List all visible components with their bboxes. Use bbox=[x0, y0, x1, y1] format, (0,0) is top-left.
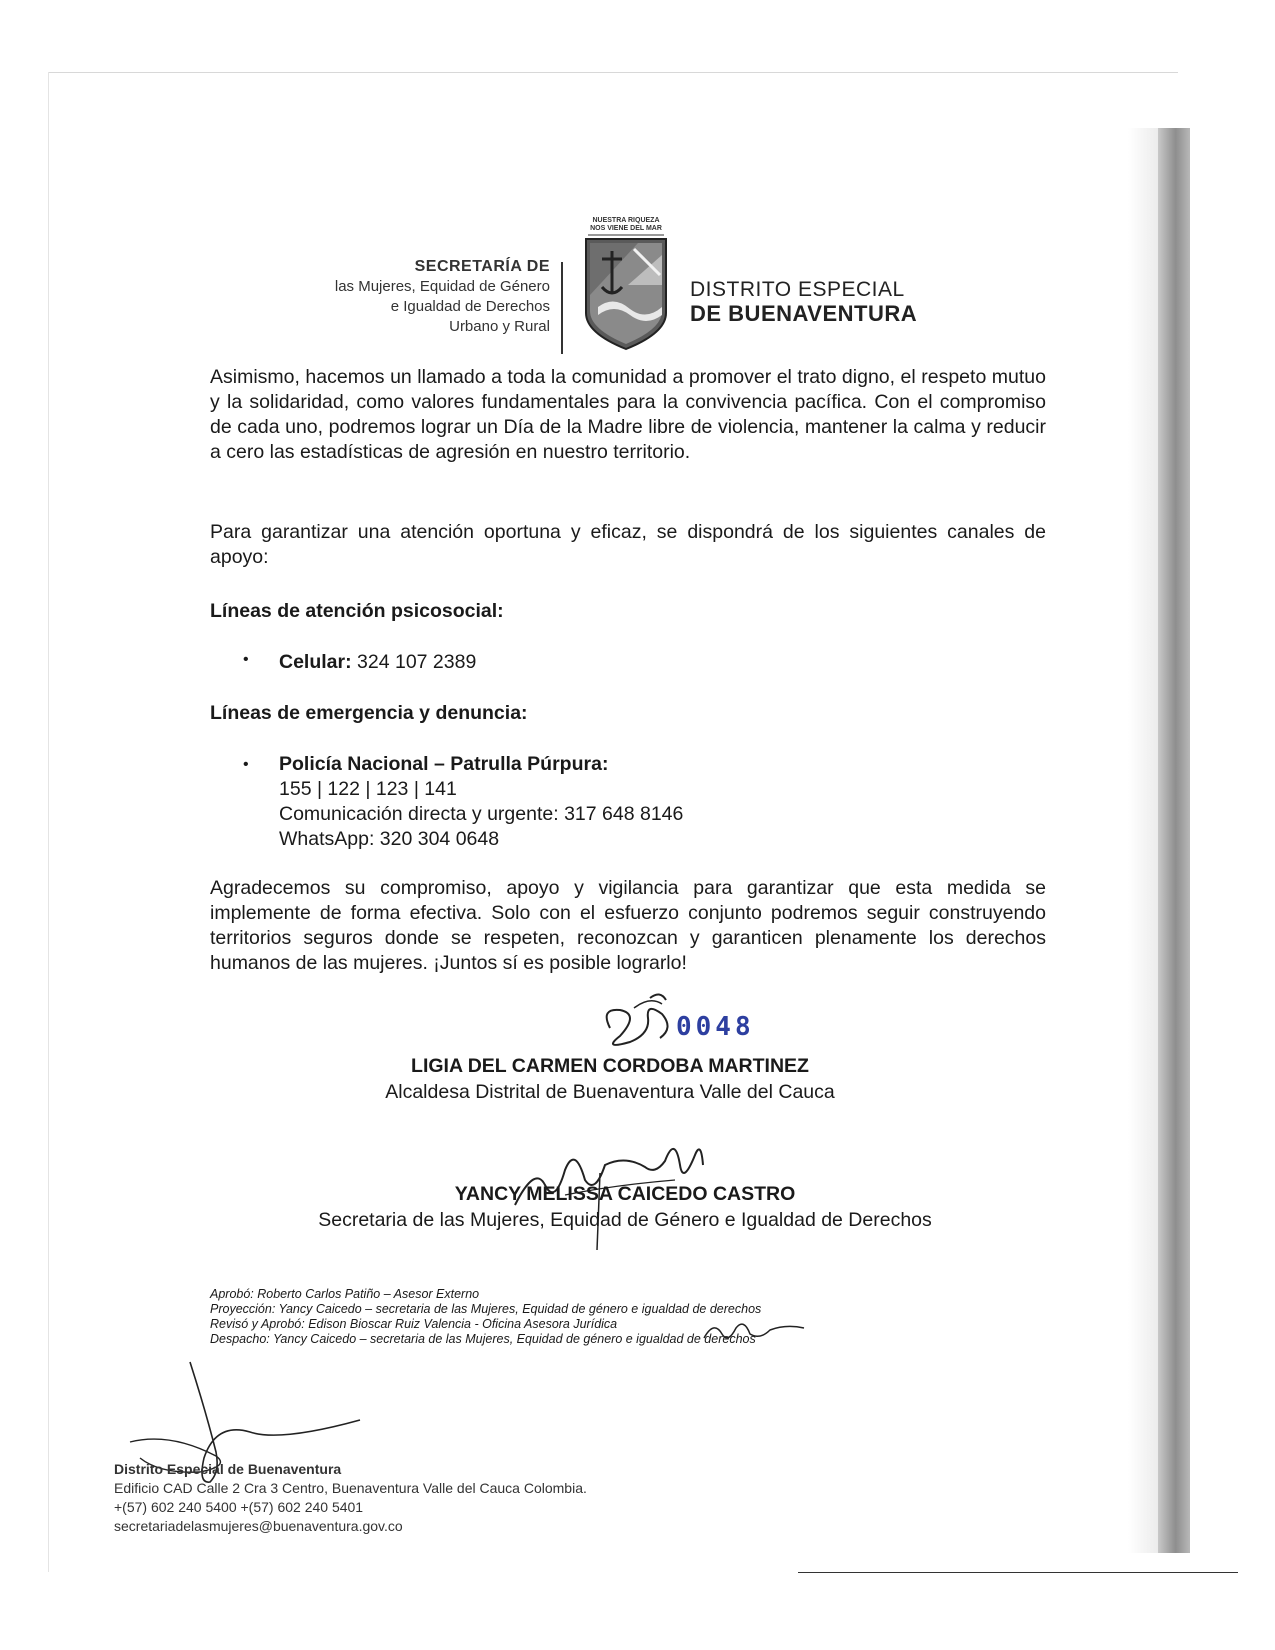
policia-label: Policía Nacional – Patrulla Púrpura: bbox=[279, 753, 609, 775]
signatory-role: Alcaldesa Distrital de Buenaventura Valle del Cauca bbox=[385, 1081, 835, 1103]
footer-phones: +(57) 602 240 5400 +(57) 602 240 5401 bbox=[114, 1499, 364, 1515]
heading-emergencia: Líneas de emergencia y denuncia: bbox=[210, 702, 528, 724]
scan-border-top bbox=[48, 72, 1178, 73]
policia-text bbox=[279, 752, 683, 852]
secretaria-line: e Igualdad de Derechos bbox=[390, 298, 550, 315]
policia-directa: Comunicación directa y urgente: 317 648 8146 bbox=[279, 803, 684, 825]
celular-label: Celular: bbox=[279, 651, 352, 673]
bottom-rule bbox=[798, 1572, 1238, 1573]
distrito-line2: DE BUENAVENTURA bbox=[690, 301, 918, 326]
signatory-role: Secretaria de las Mujeres, Equidad de Género e Igualdad de Derechos bbox=[318, 1209, 932, 1231]
letterhead-divider bbox=[561, 262, 563, 354]
initials-signature-icon bbox=[700, 1316, 810, 1346]
coat-of-arms-icon bbox=[578, 215, 674, 365]
approval-line: Despacho: Yancy Caicedo – secretaria de las Mujeres, Equidad de género e igualdad de derechos bbox=[210, 1332, 756, 1346]
policia-whatsapp: WhatsApp: 320 304 0648 bbox=[279, 828, 500, 850]
footer-contact bbox=[114, 1460, 587, 1536]
bullet-icon: • bbox=[243, 756, 249, 773]
policia-numbers: 155 | 122 | 123 | 141 bbox=[279, 778, 457, 800]
approval-notes bbox=[210, 1287, 761, 1347]
secretaria-title: SECRETARÍA DE bbox=[414, 258, 550, 275]
approval-line: Aprobó: Roberto Carlos Patiño – Asesor Externo bbox=[210, 1287, 480, 1301]
footer-email: secretariadelasmujeres@buenaventura.gov.co bbox=[114, 1518, 403, 1534]
footer-title: Distrito Especial de Buenaventura bbox=[114, 1461, 342, 1477]
paragraph-agradecimiento: Agradecemos su compromiso, apoyo y vigilancia para garantizar que esta medida se implemente de forma efectiva. Solo con el esfuerzo conjunto podremos seguir construyendo territorios seguros donde se respeten, reconozcan y garanticen plenamente los derechos humanos de las mujeres. ¡Juntos sí es posible lograrlo! bbox=[210, 877, 1046, 974]
bullet-icon: • bbox=[243, 651, 249, 668]
distrito-title bbox=[690, 278, 917, 326]
heading-psicosocial: Líneas de atención psicosocial: bbox=[210, 600, 504, 622]
celular-text bbox=[279, 651, 476, 674]
paragraph-canales: Para garantizar una atención oportuna y eficaz, se dispondrá de los siguientes canales de apoyo: bbox=[210, 521, 1046, 568]
motto-line: NOS VIENE DEL MAR bbox=[590, 225, 662, 232]
secretaria-line: las Mujeres, Equidad de Género bbox=[334, 278, 550, 295]
approval-line: Revisó y Aprobó: Edison Bioscar Ruiz Valencia - Oficina Asesora Jurídica bbox=[210, 1317, 618, 1331]
approval-line: Proyección: Yancy Caicedo – secretaria de las Mujeres, Equidad de género e igualdad de derechos bbox=[210, 1302, 762, 1316]
motto-line: NUESTRA RIQUEZA bbox=[592, 217, 660, 224]
signatory-name: YANCY MELISSA CAICEDO CASTRO bbox=[454, 1183, 796, 1205]
celular-number: 324 107 2389 bbox=[351, 651, 477, 673]
secretaria-block bbox=[230, 257, 550, 337]
radicado-stamp: 0048 bbox=[676, 1012, 755, 1042]
footer-address: Edificio CAD Calle 2 Cra 3 Centro, Buenaventura Valle del Cauca Colombia. bbox=[114, 1480, 587, 1496]
signatory-alcaldesa bbox=[280, 1055, 940, 1104]
distrito-line1: DISTRITO ESPECIAL bbox=[690, 278, 905, 301]
signatory-name: LIGIA DEL CARMEN CORDOBA MARTINEZ bbox=[411, 1055, 809, 1077]
signatory-secretaria bbox=[230, 1183, 1020, 1232]
letterhead bbox=[0, 215, 1275, 365]
paragraph-llamado: Asimismo, hacemos un llamado a toda la comunidad a promover el trato digno, el respeto mutuo y la solidaridad, como valores fundamentales para la convivencia pacífica. Con el compromiso de cada uno, podremos lograr un Día de la Madre libre de violencia, mantener la calma y reducir a cero las estadísticas de agresión en nuestro territorio. bbox=[210, 366, 1046, 463]
secretaria-line: Urbano y Rural bbox=[449, 318, 550, 335]
